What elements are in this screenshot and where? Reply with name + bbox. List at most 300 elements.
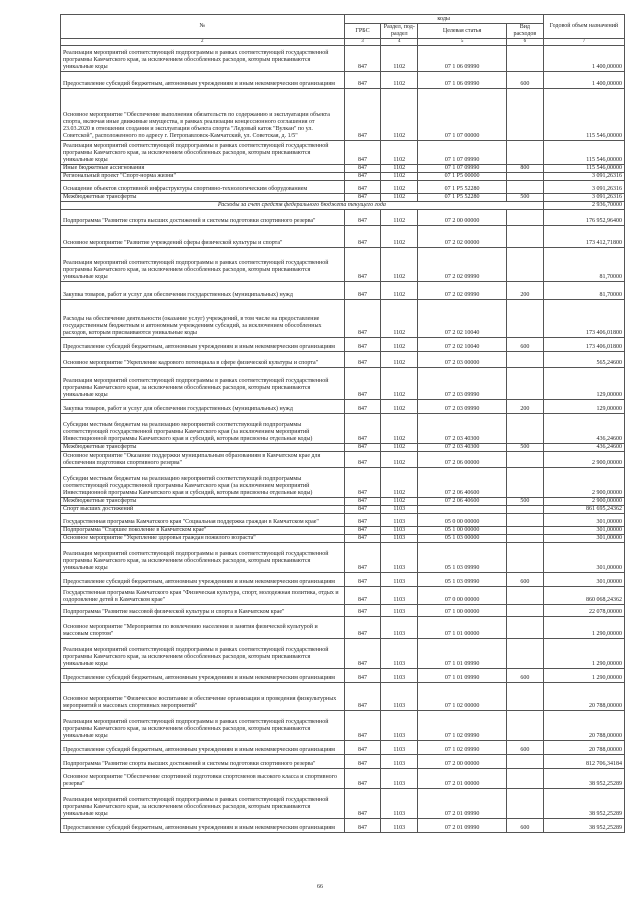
table-row	[61, 452, 625, 468]
razdel-cell: 1103	[381, 789, 418, 819]
sum-cell: 115 546,00000	[543, 141, 624, 165]
name-cell: Предоставление субсидий бюджетным, автономным учреждениям и иным некоммерческим организациям	[61, 669, 345, 683]
vid-cell	[506, 210, 543, 226]
grbs-cell: 847	[344, 498, 381, 506]
sum-cell: 3 091,26316	[543, 194, 624, 202]
vid-cell	[506, 769, 543, 789]
table-row	[61, 444, 625, 452]
name-cell: Реализация мероприятий соответствующей подпрограммы в рамках соответствующей государственной программы Камчатского края, за исключением обособленных расходов, которым присваиваются уникальные коды	[61, 46, 345, 72]
celevaya-cell: 05 1 03 09990	[418, 543, 507, 573]
grbs-cell: 847	[344, 338, 381, 352]
table-body	[61, 46, 625, 833]
vid-cell	[506, 535, 543, 543]
razdel-cell: 1103	[381, 683, 418, 711]
razdel-cell: 1102	[381, 452, 418, 468]
table-row	[61, 587, 625, 605]
vid-cell	[506, 414, 543, 444]
table-row	[61, 46, 625, 72]
razdel-cell: 1102	[381, 338, 418, 352]
vid-cell: 600	[506, 669, 543, 683]
vid-cell	[506, 789, 543, 819]
sum-cell: 1 290,00000	[543, 617, 624, 639]
table-row	[61, 368, 625, 400]
name-cell: Иные бюджетные ассигнования	[61, 165, 345, 173]
vid-cell	[506, 543, 543, 573]
name-cell: Реализация мероприятий соответствующей подпрограммы в рамках соответствующей государственной программы Камчатского края, за исключением обособленных расходов, которым присваиваются уникальные коды	[61, 711, 345, 741]
vid-cell: 800	[506, 165, 543, 173]
razdel-cell: 1103	[381, 527, 418, 535]
column-index: 2	[61, 39, 345, 46]
vid-cell	[506, 605, 543, 617]
vid-cell	[506, 452, 543, 468]
vid-cell	[506, 141, 543, 165]
table-row	[61, 498, 625, 506]
grbs-cell: 847	[344, 468, 381, 498]
vid-cell	[506, 352, 543, 368]
razdel-cell: 1103	[381, 514, 418, 527]
grbs-cell: 847	[344, 248, 381, 282]
name-cell: Расходы на обеспечение деятельности (оказание услуг) учреждений, в том числе на предоставление государственным бюджетным и автономным учреждениям субсидий, за исключением обособленных расходов, которым присваиваются уникальные коды	[61, 300, 345, 338]
celevaya-cell: 07 2 06 40600	[418, 498, 507, 506]
page-number: 66	[317, 884, 323, 890]
grbs-cell: 847	[344, 819, 381, 833]
grbs-cell: 847	[344, 605, 381, 617]
sum-cell: 301,00000	[543, 543, 624, 573]
razdel-cell: 1102	[381, 89, 418, 141]
sum-cell: 301,00000	[543, 535, 624, 543]
celevaya-cell: 07 1 06 09990	[418, 46, 507, 72]
grbs-cell: 847	[344, 444, 381, 452]
grbs-cell: 847	[344, 506, 381, 514]
razdel-cell: 1102	[381, 352, 418, 368]
name-cell: Государственная программа Камчатского края "Социальная поддержка граждан в Камчатском крае"	[61, 514, 345, 527]
sum-cell: 2 900,00000	[543, 452, 624, 468]
sum-cell: 1 400,00000	[543, 72, 624, 89]
sum-cell: 81,70000	[543, 282, 624, 300]
sum-cell: 81,70000	[543, 248, 624, 282]
name-cell: Закупка товаров, работ и услуг для обеспечения государственных (муниципальных) нужд	[61, 400, 345, 414]
grbs-cell: 847	[344, 711, 381, 741]
name-cell: Региональный проект "Спорт-норма жизни"	[61, 173, 345, 181]
name-cell: Предоставление субсидий бюджетным, автономным учреждениям и иным некоммерческим организациям	[61, 819, 345, 833]
sum-cell: 1 290,00000	[543, 669, 624, 683]
razdel-cell: 1102	[381, 181, 418, 194]
grbs-cell: 847	[344, 452, 381, 468]
razdel-cell: 1102	[381, 248, 418, 282]
celevaya-cell: 07 1 00 00000	[418, 605, 507, 617]
sum-cell: 2 936,70000	[543, 202, 624, 210]
celevaya-cell: 07 1 P5 52280	[418, 194, 507, 202]
razdel-cell: 1102	[381, 368, 418, 400]
name-cell: Оснащение объектов спортивной инфраструктуры спортивно-технологическим оборудованием	[61, 181, 345, 194]
razdel-cell: 1103	[381, 605, 418, 617]
name-cell: Спорт высших достижений	[61, 506, 345, 514]
name-cell: Подпрограмма "Развитие массовой физической культуры и спорта в Камчатском крае"	[61, 605, 345, 617]
razdel-cell: 1102	[381, 282, 418, 300]
table-row	[61, 72, 625, 89]
table-row	[61, 605, 625, 617]
name-cell: Подпрограмма "Развитие спорта высших достижений и системы подготовки спортивного резерва"	[61, 210, 345, 226]
razdel-cell: 1102	[381, 173, 418, 181]
name-cell: Основное мероприятие "Развитие учреждений сферы физической культуры и спорта"	[61, 226, 345, 248]
vid-cell	[506, 468, 543, 498]
table-row	[61, 141, 625, 165]
grbs-cell: 847	[344, 587, 381, 605]
grbs-cell: 847	[344, 300, 381, 338]
celevaya-cell: 07 1 01 09990	[418, 669, 507, 683]
razdel-cell: 1102	[381, 194, 418, 202]
name-cell: Реализация мероприятий соответствующей подпрограммы в рамках соответствующей государственной программы Камчатского края, за исключением обособленных расходов, которым присваиваются уникальные коды	[61, 368, 345, 400]
vid-cell	[506, 173, 543, 181]
razdel-cell: 1102	[381, 414, 418, 444]
sum-cell: 173 412,71800	[543, 226, 624, 248]
sum-cell: 129,00000	[543, 400, 624, 414]
table-row	[61, 202, 625, 210]
razdel-cell: 1103	[381, 639, 418, 669]
razdel-cell: 1102	[381, 400, 418, 414]
table-row	[61, 639, 625, 669]
document-page	[60, 14, 625, 884]
celevaya-cell: 07 2 03 40300	[418, 444, 507, 452]
table-row	[61, 506, 625, 514]
celevaya-cell: 07 1 02 00000	[418, 683, 507, 711]
sum-cell: 436,24600	[543, 444, 624, 452]
sum-cell: 2 900,00000	[543, 468, 624, 498]
grbs-cell: 847	[344, 669, 381, 683]
vid-cell: 200	[506, 282, 543, 300]
grbs-cell: 847	[344, 89, 381, 141]
celevaya-cell: 07 2 00 00000	[418, 755, 507, 769]
razdel-cell: 1103	[381, 669, 418, 683]
vid-cell: 500	[506, 194, 543, 202]
table-row	[61, 226, 625, 248]
table-row	[61, 414, 625, 444]
vid-cell	[506, 506, 543, 514]
vid-cell: 500	[506, 444, 543, 452]
vid-cell: 600	[506, 741, 543, 755]
table-row	[61, 617, 625, 639]
celevaya-cell: 07 0 00 00000	[418, 587, 507, 605]
grbs-cell: 847	[344, 173, 381, 181]
celevaya-cell: 07 2 02 09990	[418, 248, 507, 282]
table-row	[61, 194, 625, 202]
grbs-cell: 847	[344, 755, 381, 769]
celevaya-cell: 07 2 01 00000	[418, 769, 507, 789]
table-row	[61, 514, 625, 527]
column-header-celevaya: Целевая статья	[418, 24, 507, 39]
sum-cell: 3 091,26316	[543, 181, 624, 194]
name-cell: Межбюджетные трансферты	[61, 444, 345, 452]
razdel-cell: 1102	[381, 165, 418, 173]
column-header-sum: Годовой объем назначений	[543, 15, 624, 39]
grbs-cell: 847	[344, 639, 381, 669]
celevaya-cell: 05 1 03 09990	[418, 573, 507, 587]
grbs-cell: 847	[344, 769, 381, 789]
sum-cell: 115 546,00000	[543, 165, 624, 173]
table-row	[61, 769, 625, 789]
name-cell: Подпрограмма "Старшее поколение в Камчатском крае"	[61, 527, 345, 535]
table-row	[61, 248, 625, 282]
table-row	[61, 173, 625, 181]
vid-cell: 600	[506, 573, 543, 587]
razdel-cell: 1103	[381, 587, 418, 605]
sum-cell: 20 788,00000	[543, 683, 624, 711]
vid-cell	[506, 181, 543, 194]
celevaya-cell: 07 1 P5 52280	[418, 181, 507, 194]
celevaya-cell: 07 2 03 09990	[418, 368, 507, 400]
name-cell: Реализация мероприятий соответствующей подпрограммы в рамках соответствующей государственной программы Камчатского края, за исключением обособленных расходов, которым присваиваются уникальные коды	[61, 639, 345, 669]
grbs-cell: 847	[344, 683, 381, 711]
table-row	[61, 468, 625, 498]
grbs-cell: 847	[344, 72, 381, 89]
table-row	[61, 89, 625, 141]
grbs-cell: 847	[344, 368, 381, 400]
celevaya-cell: 07 1 02 09990	[418, 741, 507, 755]
name-cell: Основное мероприятие "Обеспечение спортивной подготовки спортсменов высокого класса и спортивного резерва"	[61, 769, 345, 789]
table-row	[61, 165, 625, 173]
column-header-razdel: Раздел, под-раздел	[381, 24, 418, 39]
sum-cell: 812 706,34184	[543, 755, 624, 769]
vid-cell: 600	[506, 338, 543, 352]
name-cell: Основное мероприятие "Укрепление здоровья граждан пожилого возраста"	[61, 535, 345, 543]
razdel-cell: 1103	[381, 543, 418, 573]
name-cell: Государственная программа Камчатского края "Физическая культура, спорт, молодежная политика, отдых и оздоровление детей в Камчатском крае"	[61, 587, 345, 605]
sum-cell: 38 952,25289	[543, 789, 624, 819]
name-cell: Основное мероприятие "Физическое воспитание и обеспечение организации и проведения физкультурных мероприятий и массовых спортивных мероприятий"	[61, 683, 345, 711]
vid-cell: 200	[506, 400, 543, 414]
vid-cell	[506, 617, 543, 639]
table-row	[61, 741, 625, 755]
celevaya-cell	[418, 506, 507, 514]
grbs-cell: 847	[344, 46, 381, 72]
table-row	[61, 819, 625, 833]
grbs-cell: 847	[344, 573, 381, 587]
razdel-cell: 1102	[381, 300, 418, 338]
vid-cell	[506, 248, 543, 282]
grbs-cell: 847	[344, 282, 381, 300]
celevaya-cell: 05 0 00 00000	[418, 514, 507, 527]
razdel-cell: 1102	[381, 444, 418, 452]
sum-cell: 861 695,24362	[543, 506, 624, 514]
table-row	[61, 300, 625, 338]
vid-cell: 600	[506, 72, 543, 89]
razdel-cell: 1102	[381, 468, 418, 498]
column-header-vid: Вид расходов	[506, 24, 543, 39]
table-row	[61, 755, 625, 769]
celevaya-cell: 07 2 03 40300	[418, 414, 507, 444]
name-cell: Предоставление субсидий бюджетным, автономным учреждениям и иным некоммерческим организациям	[61, 573, 345, 587]
grbs-cell: 847	[344, 741, 381, 755]
sum-cell: 20 788,00000	[543, 711, 624, 741]
column-index: 7	[543, 39, 624, 46]
grbs-cell: 847	[344, 352, 381, 368]
name-cell: Закупка товаров, работ и услуг для обеспечения государственных (муниципальных) нужд	[61, 282, 345, 300]
name-cell: Реализация мероприятий соответствующей подпрограммы в рамках соответствующей государственной программы Камчатского края, за исключением обособленных расходов, которым присваиваются уникальные коды	[61, 543, 345, 573]
table-row	[61, 527, 625, 535]
table-row	[61, 683, 625, 711]
razdel-cell: 1102	[381, 498, 418, 506]
name-cell: Реализация мероприятий соответствующей подпрограммы в рамках соответствующей государственной программы Камчатского края, за исключением обособленных расходов, которым присваиваются уникальные коды	[61, 248, 345, 282]
vid-cell: 500	[506, 498, 543, 506]
grbs-cell: 847	[344, 400, 381, 414]
grbs-cell: 847	[344, 194, 381, 202]
grbs-cell: 847	[344, 414, 381, 444]
grbs-cell: 847	[344, 141, 381, 165]
name-cell: Субсидии местным бюджетам на реализацию мероприятий соответствующей подпрограммы соответствующей государственной программы Камчатского края (за исключением мероприятий Инвестиционной программы Камчатского края и субсидий, которым присвоены отдельные коды)	[61, 468, 345, 498]
note-cell: Расходы за счет средств федерального бюджета текущего года	[61, 202, 544, 210]
name-cell: Межбюджетные трансферты	[61, 194, 345, 202]
sum-cell: 301,00000	[543, 514, 624, 527]
column-index: 6	[506, 39, 543, 46]
celevaya-cell: 07 2 03 09990	[418, 400, 507, 414]
sum-cell: 436,24600	[543, 414, 624, 444]
vid-cell	[506, 89, 543, 141]
celevaya-cell: 07 1 07 09990	[418, 165, 507, 173]
table-row	[61, 535, 625, 543]
vid-cell	[506, 368, 543, 400]
column-group-codes: коды	[344, 15, 543, 24]
vid-cell	[506, 755, 543, 769]
sum-cell: 173 406,01800	[543, 338, 624, 352]
razdel-cell: 1102	[381, 226, 418, 248]
table-row	[61, 282, 625, 300]
razdel-cell: 1103	[381, 741, 418, 755]
sum-cell: 22 078,00000	[543, 605, 624, 617]
grbs-cell: 847	[344, 226, 381, 248]
name-cell: Реализация мероприятий соответствующей подпрограммы в рамках соответствующей государственной программы Камчатского края, за исключением обособленных расходов, которым присваиваются уникальные коды	[61, 789, 345, 819]
celevaya-cell: 07 2 06 40600	[418, 468, 507, 498]
razdel-cell: 1102	[381, 72, 418, 89]
sum-cell: 176 952,96400	[543, 210, 624, 226]
budget-table	[60, 14, 625, 833]
razdel-cell: 1103	[381, 711, 418, 741]
table-row	[61, 789, 625, 819]
grbs-cell: 847	[344, 535, 381, 543]
sum-cell: 2 900,00000	[543, 498, 624, 506]
celevaya-cell: 07 1 06 09990	[418, 72, 507, 89]
vid-cell	[506, 683, 543, 711]
table-row	[61, 573, 625, 587]
vid-cell	[506, 527, 543, 535]
razdel-cell: 1103	[381, 755, 418, 769]
sum-cell: 301,00000	[543, 527, 624, 535]
name-cell: Основное мероприятие "Мероприятия по вовлечению населения в занятия физической культурой и массовым спортом"	[61, 617, 345, 639]
celevaya-cell: 07 1 01 00000	[418, 617, 507, 639]
table-row	[61, 210, 625, 226]
vid-cell	[506, 514, 543, 527]
name-cell: Подпрограмма "Развитие спорта высших достижений и системы подготовки спортивного резерва"	[61, 755, 345, 769]
column-index: 5	[418, 39, 507, 46]
name-cell: Предоставление субсидий бюджетным, автономным учреждениям и иным некоммерческим организациям	[61, 72, 345, 89]
grbs-cell: 847	[344, 181, 381, 194]
celevaya-cell: 07 2 01 09990	[418, 819, 507, 833]
name-cell: Реализация мероприятий соответствующей подпрограммы в рамках соответствующей государственной программы Камчатского края, за исключением обособленных расходов, которым присваиваются уникальные коды	[61, 141, 345, 165]
celevaya-cell: 07 1 07 09990	[418, 141, 507, 165]
grbs-cell: 847	[344, 165, 381, 173]
sum-cell: 38 952,25289	[543, 819, 624, 833]
celevaya-cell: 07 2 03 00000	[418, 352, 507, 368]
sum-cell: 129,00000	[543, 368, 624, 400]
celevaya-cell: 07 2 02 10040	[418, 300, 507, 338]
celevaya-cell: 07 1 P5 00000	[418, 173, 507, 181]
celevaya-cell: 07 2 01 09990	[418, 789, 507, 819]
sum-cell: 38 952,25289	[543, 769, 624, 789]
name-cell: Предоставление субсидий бюджетным, автономным учреждениям и иным некоммерческим организациям	[61, 741, 345, 755]
table-row	[61, 338, 625, 352]
celevaya-cell: 07 2 00 00000	[418, 210, 507, 226]
razdel-cell: 1103	[381, 819, 418, 833]
table-row	[61, 352, 625, 368]
celevaya-cell: 07 2 02 09990	[418, 282, 507, 300]
razdel-cell: 1103	[381, 769, 418, 789]
name-cell: Основное мероприятие "Обеспечение выполнения обязательств по содержанию и эксплуатации объекта спорта, включая иные движимые имущества, в рамках реализации концессионного соглашения от 23.03.2020 в отношении создания и эксплуатации объекта спорта "Ледовый каток "Вулкан" по ул. Советской", расположенного по адресу г. Петропавловск-Камчатский, ул. Советская, д. 1/5"	[61, 89, 345, 141]
celevaya-cell: 07 2 02 10040	[418, 338, 507, 352]
table-row	[61, 400, 625, 414]
vid-cell	[506, 226, 543, 248]
grbs-cell: 847	[344, 789, 381, 819]
sum-cell: 173 406,01800	[543, 300, 624, 338]
celevaya-cell: 07 2 06 00000	[418, 452, 507, 468]
grbs-cell: 847	[344, 514, 381, 527]
name-cell: Основное мероприятие "Оказание поддержки муниципальным образованиям в Камчатском крае для обеспечения подготовки спортивного резерва"	[61, 452, 345, 468]
vid-cell: 600	[506, 819, 543, 833]
razdel-cell: 1102	[381, 141, 418, 165]
column-header-number: №	[61, 15, 345, 39]
name-cell: Межбюджетные трансферты	[61, 498, 345, 506]
vid-cell	[506, 587, 543, 605]
name-cell: Основное мероприятие "Укрепление кадрового потенциала в сфере физической культуры и спорта"	[61, 352, 345, 368]
column-index: 4	[381, 39, 418, 46]
vid-cell	[506, 46, 543, 72]
column-header-grbs: ГРБС	[344, 24, 381, 39]
celevaya-cell: 07 1 02 09990	[418, 711, 507, 741]
column-index: 3	[344, 39, 381, 46]
razdel-cell: 1102	[381, 46, 418, 72]
razdel-cell: 1103	[381, 573, 418, 587]
table-row	[61, 543, 625, 573]
celevaya-cell: 05 1 00 00000	[418, 527, 507, 535]
razdel-cell: 1103	[381, 506, 418, 514]
table-row	[61, 669, 625, 683]
name-cell: Предоставление субсидий бюджетным, автономным учреждениям и иным некоммерческим организациям	[61, 338, 345, 352]
column-index-row	[61, 39, 625, 46]
vid-cell	[506, 639, 543, 669]
sum-cell: 1 400,00000	[543, 46, 624, 72]
table-row	[61, 181, 625, 194]
razdel-cell: 1103	[381, 617, 418, 639]
razdel-cell: 1103	[381, 535, 418, 543]
celevaya-cell: 07 1 01 09990	[418, 639, 507, 669]
name-cell: Субсидии местным бюджетам на реализацию мероприятий соответствующей подпрограммы соответствующей государственной программы Камчатского края (за исключением мероприятий Инвестиционной программы Камчатского края и субсидий, которым присвоены отдельные коды)	[61, 414, 345, 444]
grbs-cell: 847	[344, 617, 381, 639]
celevaya-cell: 07 2 02 00000	[418, 226, 507, 248]
vid-cell	[506, 711, 543, 741]
vid-cell	[506, 300, 543, 338]
sum-cell: 20 788,00000	[543, 741, 624, 755]
celevaya-cell: 07 1 07 00000	[418, 89, 507, 141]
celevaya-cell: 05 1 03 00000	[418, 535, 507, 543]
razdel-cell: 1102	[381, 210, 418, 226]
sum-cell: 1 290,00000	[543, 639, 624, 669]
sum-cell: 115 546,00000	[543, 89, 624, 141]
sum-cell: 565,24600	[543, 352, 624, 368]
grbs-cell: 847	[344, 543, 381, 573]
sum-cell: 3 091,26316	[543, 173, 624, 181]
sum-cell: 860 068,24362	[543, 587, 624, 605]
table-row	[61, 711, 625, 741]
sum-cell: 301,00000	[543, 573, 624, 587]
grbs-cell: 847	[344, 527, 381, 535]
